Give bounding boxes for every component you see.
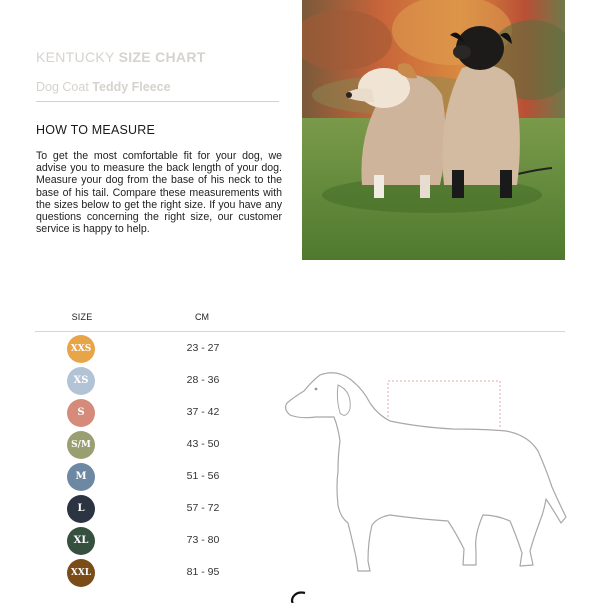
brand-logo-icon [287,590,311,608]
size-range: 37 - 42 [186,406,220,418]
size-range: 23 - 27 [186,342,220,354]
brand-name: KENTUCKY [36,49,115,65]
size-row-s [67,399,267,427]
product-type: Dog Coat [36,80,89,94]
title-divider [36,101,279,102]
size-badge: S [67,399,95,427]
size-row-xxl [67,559,267,587]
dog-measurement-diagram [278,365,578,585]
size-badge: S/M [67,431,95,459]
size-row-sm [67,431,267,459]
size-badge: XS [67,367,95,395]
size-badge: XL [67,527,95,555]
size-row-l [67,495,267,523]
dogs-photo [302,0,565,260]
how-to-measure-heading: HOW TO MEASURE [36,123,156,137]
size-badge: M [67,463,95,491]
size-range: 81 - 95 [186,566,220,578]
dog-silhouette-outline [286,373,566,571]
measure-line [388,381,500,429]
size-row-m [67,463,267,491]
size-range: 28 - 36 [186,374,220,386]
size-range: 73 - 80 [186,534,220,546]
size-column-header: SIZE [71,312,93,322]
size-badge: XXL [67,559,95,587]
size-range: 43 - 50 [186,438,220,450]
size-row-xxs [67,335,267,363]
size-row-xl [67,527,267,555]
size-row-xs [67,367,267,395]
size-chart-title [36,49,206,65]
cm-column-header: CM [195,312,209,322]
product-subtitle [36,80,171,94]
how-to-measure-text: To get the most comfortable fit for your dog, we advise you to measure the back length of your dog. Measure your dog from the base of his neck to the base of his tail. Compare these measurements with the sizes below to get the right size. If you have any questions concerning the right size, our customer service is happy to help. [36,150,282,236]
title-bold: SIZE CHART [118,49,206,65]
size-badge: L [67,495,95,523]
size-range: 57 - 72 [186,502,220,514]
table-header-divider [35,331,565,332]
size-range: 51 - 56 [186,470,220,482]
size-badge: XXS [67,335,95,363]
product-name: Teddy Fleece [92,80,171,94]
dog-eye [315,388,318,391]
